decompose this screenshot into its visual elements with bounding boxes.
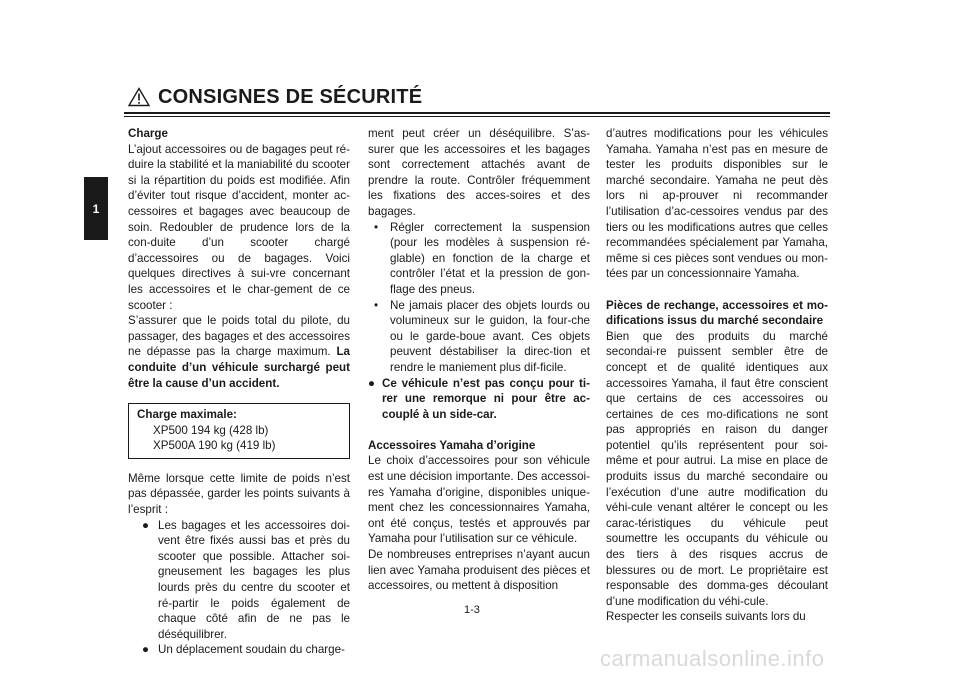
- max-load-title: Charge maximale:: [137, 408, 237, 422]
- list-item: [368, 376, 590, 423]
- sub-bullet-icon: •: [374, 220, 379, 234]
- header-rule-thick: [124, 112, 830, 114]
- watermark: carmanualsonline.info: [600, 646, 825, 671]
- paragraph: [128, 313, 350, 391]
- spacer: [368, 422, 590, 438]
- sub-list-item-text: Ne jamais placer des objets lourds ou volumineux sur le guidon, la four-che ou le garde-boue avant. Ces objets peuvent déstabiliser la direc-tion et rendre le maniement plus dif-ficile.: [390, 298, 590, 374]
- paragraph: d’autres modifications pour les véhicules Yamaha. Yamaha n’est pas en mesure de tester les produits disponibles sur le marché secondaire. Yamaha ne peut dès lors ni ap-prouver ni recommander l’utilisation d’ac-cessoires vendus par des tiers ou les modifications autres que celles recommandées spécialement par Yamaha, même si ces pièces sont vendues ou mon-tées par un concessionnaire Yamaha.: [606, 127, 828, 281]
- paragraph: ment peut créer un déséquilibre. S’as-surer que les accessoires et les bagages sont correctement attachés avant de prendre la route. Contrôler fréquemment les fixations des acces-soires et des bagages.: [368, 127, 590, 218]
- spacer: [606, 282, 828, 298]
- sub-list-item: [368, 220, 590, 298]
- paragraph: L’ajout accessoires ou de bagages peut ré-duire la stabilité et la maniabilité du scooter si la répartition du poids est modifiée. Afin d’éviter tout risque d’accident, monter ac-cessoires et bagages avec beaucoup de soin. Redoubler de prudence lors de la con-duite d’un scooter chargé d’accessoires ou de bagages. Voici quelques directives à sui-vre concernant les accessoires et le char-gement de ce scooter :: [128, 142, 350, 312]
- sub-list-item-text: Régler correctement la suspension (pour les modèles à suspension ré-glable) en fonction de la charge et contrôler l’état et la pression de gon-flage des pneus.: [390, 220, 590, 296]
- column-3: [606, 126, 828, 625]
- max-load-value: XP500 194 kg (428 lb): [153, 423, 269, 437]
- max-load-box: [128, 403, 350, 459]
- chapter-tab: 1: [84, 177, 108, 240]
- paragraph-bold-text: La conduite d’un véhicule surchargé peut être la cause d’un accident.: [128, 345, 350, 390]
- page-header: [128, 86, 422, 108]
- paragraph: De nombreuses entreprises n’ayant aucun lien avec Yamaha produisent des pièces et accessoires, ou mettent à disposition: [368, 548, 590, 593]
- max-load-value: XP500A 190 kg (419 lb): [153, 439, 276, 453]
- warning-triangle-icon: [128, 87, 150, 107]
- list-item-text: Un déplacement soudain du charge-: [158, 643, 345, 657]
- paragraph: Même lorsque cette limite de poids n’est pas dépassée, garder les points suivants à l’esprit :: [128, 471, 350, 517]
- list-item-text: Les bagages et les accessoires doi-vent être fixés aussi bas et près du scooter que possible. Attacher soi-gneusement les bagages les plus lourds près du centre du scooter et ré-partir le poids également de chaque côté afin de ne pas le déséquilibrer.: [158, 518, 350, 641]
- sub-bullet-icon: •: [374, 298, 379, 312]
- list-item: [128, 518, 350, 643]
- list-item-text: Ce véhicule n’est pas conçu pour ti-rer une remorque ni pour être ac-couplé à un side-car.: [382, 376, 590, 421]
- bullet-icon: ●: [368, 376, 376, 390]
- paragraph: Respecter les conseils suivants lors du: [606, 610, 806, 624]
- list-item: [128, 642, 350, 658]
- bullet-icon: ●: [142, 643, 150, 657]
- page-title: CONSIGNES DE SÉCURITÉ: [158, 85, 423, 108]
- column-2: [368, 126, 590, 594]
- header-rule-thin: [124, 116, 830, 117]
- column-1: [128, 126, 350, 658]
- section-heading-charge: Charge: [128, 127, 168, 140]
- page-number: 1-3: [464, 604, 480, 616]
- sub-list-item: [368, 298, 590, 376]
- paragraph: Bien que des produits du marché secondai-re puissent sembler être de concept et de qualité identiques aux accessoires Yamaha, il faut être conscient que certains de ces accessoires ou certaines de ces mo-difications ne sont pas appropriés en raison du danger potentiel qu’ils représentent pour soi-même et pour autrui. La mise en place de produits issus du marché secondaire ou l’exécution d’une autre modification du véhi-cule venant altérer le concept ou les carac-téristiques du véhicule peut soumettre les occupants du véhicule ou des tiers à des risques accrus de blessures ou de mort. Le propriétaire est responsable des domma-ges découlant d’une modification du véhi-cule.: [606, 329, 828, 608]
- section-heading-aftermarket: Pièces de rechange, accessoires et mo-difications issus du marché secondaire: [606, 298, 828, 328]
- bullet-icon: ●: [142, 518, 150, 532]
- section-heading-accessories: Accessoires Yamaha d’origine: [368, 438, 536, 452]
- paragraph: Le choix d’accessoires pour son véhicule est une décision importante. Des accessoi-res Yamaha d’origine, disponibles unique-ment chez les concessionnaires Yamaha, ont été conçus, testés et approuvés par Yamaha pour l’utilisation sur ce véhicule.: [368, 454, 590, 546]
- paragraph-text: S’assurer que le poids total du pilote, du passager, des bagages et des accessoires ne dépasse pas la charge maximum.: [128, 314, 350, 359]
